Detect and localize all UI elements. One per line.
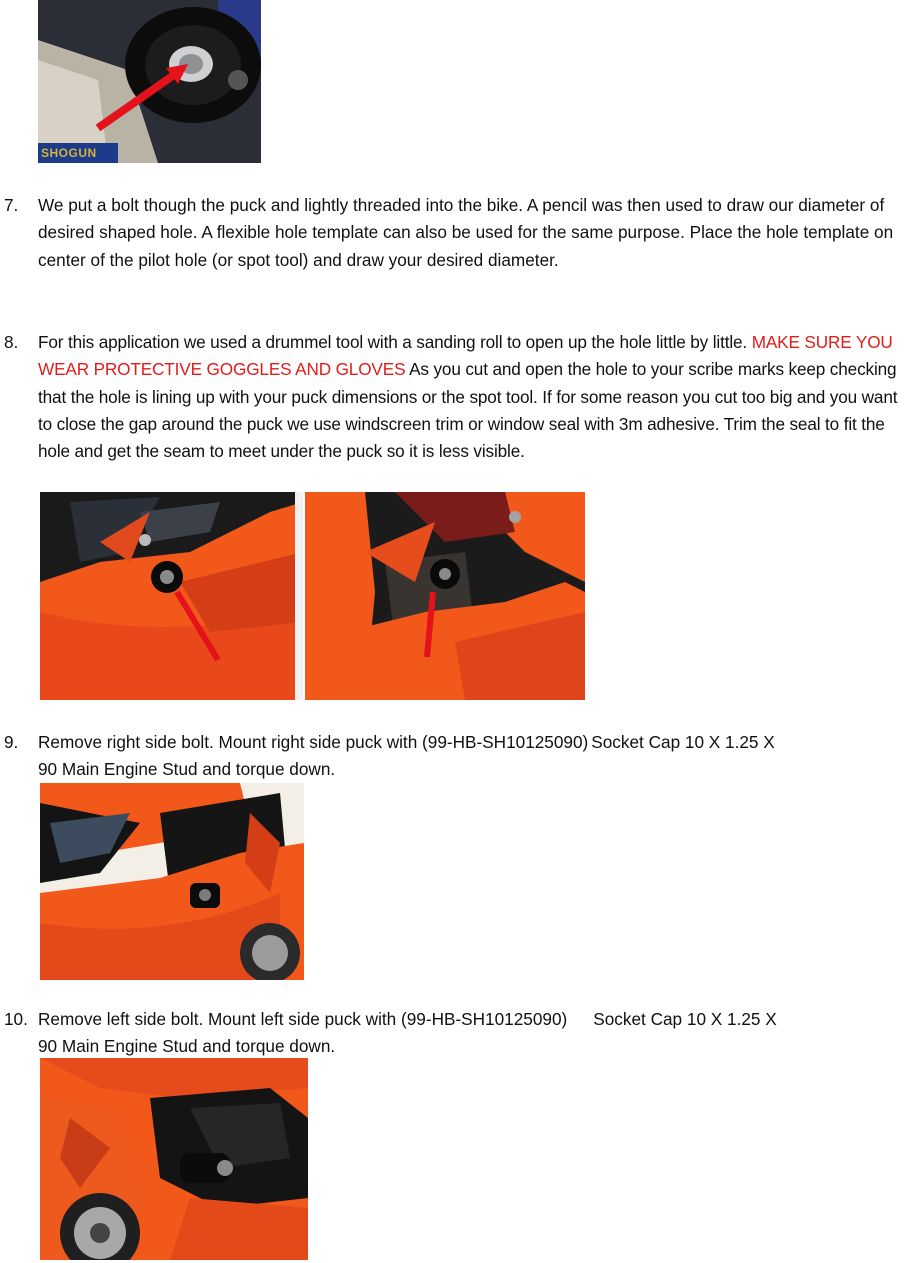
step-number: 8.: [4, 332, 19, 352]
fairing-photo-left: [40, 492, 303, 700]
step-number: 10.: [4, 1009, 28, 1029]
step-text-part: As you cut and open the hole to your scribe marks keep checking that the hole is lining up with your puck dimensions or the spot tool. If for some reason you cut too big and you want to close the gap around the puck we use windscreen trim or window seal with 3m adhesive. Trim the seal to fit the hole and get the seam to meet under the puck so it is less visible.: [38, 359, 898, 462]
logo: SHOGUN: [41, 146, 97, 160]
puck-photo: [38, 0, 261, 163]
fairing-photo-right: [305, 492, 585, 700]
left-puck-photo: [40, 1058, 308, 1260]
step-text-part: 90 Main Engine Stud and torque down.: [38, 759, 336, 780]
step-text: We put a bolt though the puck and lightly threaded into the bike. A pencil was then used to draw our diameter of desired shaped hole. A flexible hole template can also be used for the same purpose. Place the hole template on center of the pilot hole (or spot tool) and draw your desired diameter.: [38, 195, 894, 270]
step-text: [38, 729, 910, 784]
safety-warning: MAKE SURE YOU WEAR PROTECTIVE GOGGLES AND GLOVES: [38, 332, 893, 380]
step-text-part: Socket Cap 10 X 1.25 X: [591, 732, 775, 752]
step-text-part: For this application we used a drummel tool with a sanding roll to open up the hole little by little.: [38, 332, 748, 352]
step-text-part: Remove right side bolt. Mount right side puck with (99-HB-SH10125090): [38, 732, 589, 752]
right-puck-photo: [40, 783, 304, 980]
step-text: [38, 1006, 910, 1061]
step-text-part: Socket Cap 10 X 1.25 X: [593, 1009, 777, 1029]
step-text: [38, 329, 910, 465]
step-text-part: 90 Main Engine Stud and torque down.: [38, 1036, 336, 1057]
step-number: 7.: [4, 195, 19, 215]
step-number: 9.: [4, 732, 19, 752]
step-text-part: Remove left side bolt. Mount left side puck with (99-HB-SH10125090): [38, 1009, 568, 1029]
